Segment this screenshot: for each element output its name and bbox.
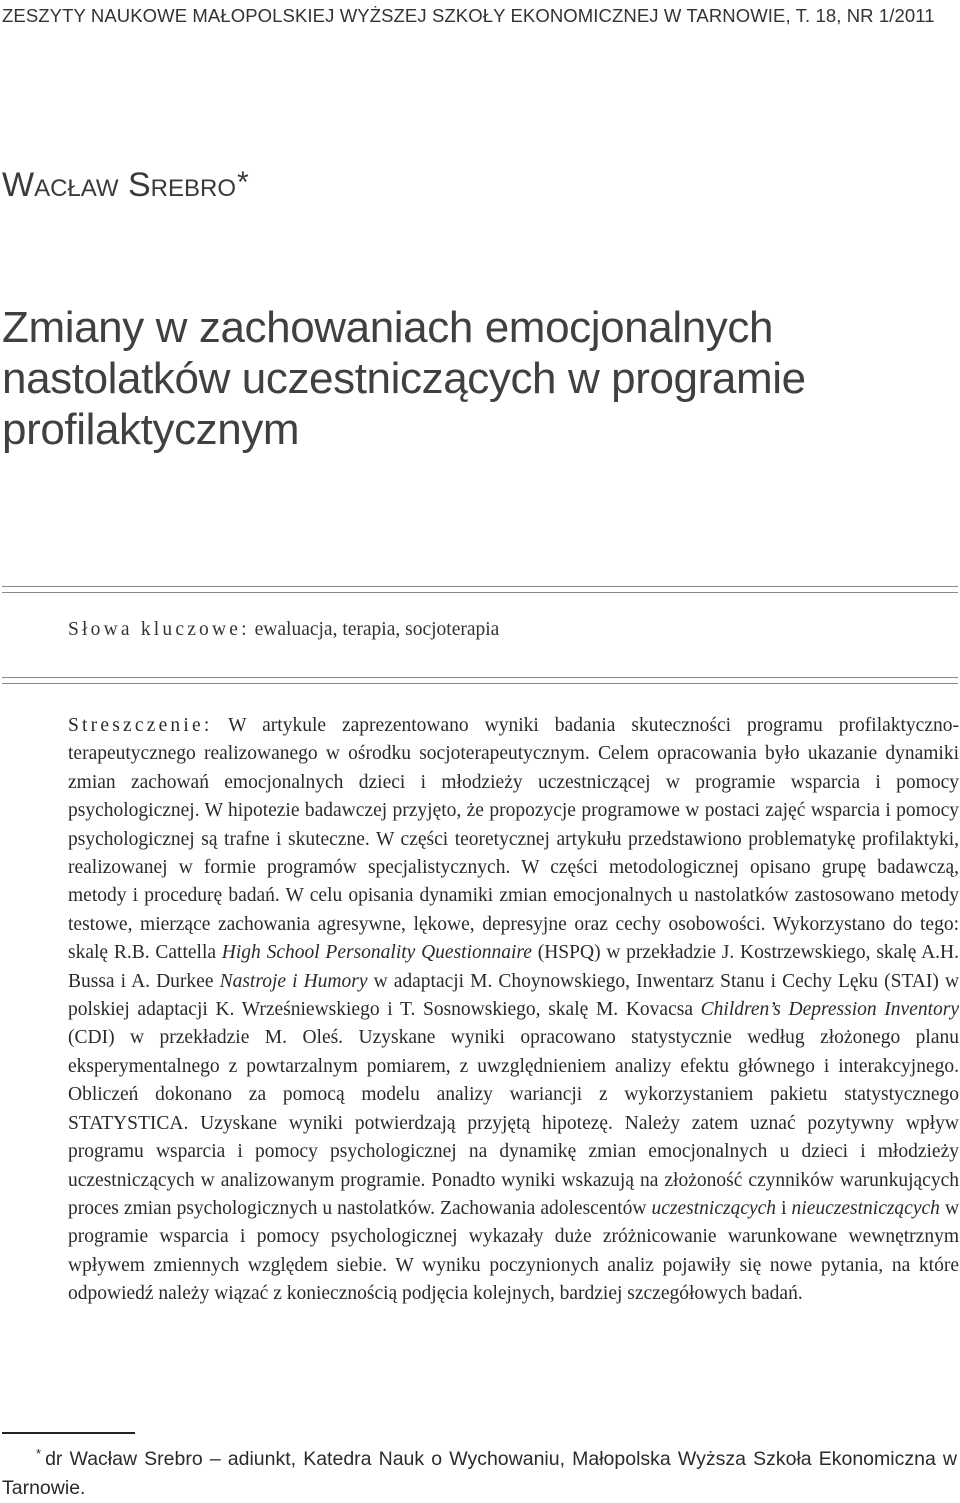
- abstract-italic-title: Children’s Depression Inventory: [700, 999, 959, 1021]
- abstract-italic-term: nieuczestniczących: [791, 1197, 940, 1219]
- abstract-text: (CDI) w przekładzie M. Oleś. Uzyskane wyniki opracowano statystycznie według złożonego planu eksperymentalnego z powtarzalnym pomiarem, z uwzględnieniem analizy efektu głównego i interakcyjnego. Obliczeń dokonano za pomocą modelu analizy wariancji z wykorzystaniem pakietu statystycznego STATYSTICA. Uzyskane wyniki potwierdzają przyjętą hipotezę. Należy zatem uznać pozytywny wpływ programu wsparcia i pomocy psychologicznej na dynamikę zmian emocjonalnych u dzieci i młodzieży uczestniczących w analizowanym programie. Ponadto wyniki wskazują na złożoność czynników warunkujących proces zmian psychologicznych u nastolatków. Zachowania adolescentów: [68, 1027, 959, 1219]
- title-line: Zmiany w zachowaniach emocjonalnych: [2, 303, 774, 352]
- abstract-text: w adaptacji M. Choynowskiego, Inwentarz Stanu i Cechy Lęku (STAI) w polskiej adaptacji K. Wrześniewskiego i T. Sosnowskiego, skalę M. Kovacsa: [68, 970, 960, 1021]
- author-footnote-marker: *: [237, 166, 249, 199]
- title-line: nastolatków uczestniczących w programie: [2, 354, 806, 403]
- abstract-italic-title: Nastroje i Humory: [219, 970, 368, 992]
- title-line: profilaktycznym: [2, 405, 300, 454]
- keywords: [68, 619, 499, 641]
- abstract-text: (HSPQ) w przekładzie J. Kostrzewskiego, skalę A.H. Bussa i A. Durkee: [68, 942, 959, 992]
- keywords-label: Słowa kluczowe:: [68, 619, 250, 640]
- abstract: [68, 712, 959, 1309]
- divider: [2, 586, 958, 587]
- abstract-text: w programie wsparcia i pomocy psychologicznej wykazały duże zróżnicowanie warunkowane wewnętrznym wpływem zmiennych względem siebie. W wyniku poczynionych analiz pojawiły się nowe pytania, na które odpowiedź należy wiązać z koniecznością podjęcia kolejnych, bardziej szczegółowych badań.: [68, 1197, 960, 1305]
- footnote-marker: *: [36, 1446, 42, 1461]
- author-footnote: [2, 1439, 957, 1503]
- abstract-italic-title: High School Personality Questionnaire: [221, 942, 532, 964]
- keywords-text: ewaluacja, terapia, socjoterapia: [254, 619, 500, 640]
- author-name: [2, 166, 249, 205]
- footnote-separator: [2, 1432, 135, 1434]
- divider: [2, 592, 958, 593]
- abstract-italic-term: uczestniczących: [651, 1197, 777, 1219]
- footnote-text: dr Wacław Srebro – adiunkt, Katedra Nauk o Wychowaniu, Małopolska Wyższa Szkoła Ekonomiczna w Tarnowie.: [2, 1448, 957, 1499]
- article-title: [2, 302, 952, 455]
- divider: [2, 677, 958, 678]
- abstract-text: W artykule zaprezentowano wyniki badania skuteczności programu profilaktyczno-terapeutycznego realizowanego w ośrodku socjoterapeutycznym. Celem opracowania było ukazanie dynamiki zmian zachowań emocjonalnych dzieci i młodzieży uczestniczącej w programie wsparcia i pomocy psychologicznej. W hipotezie badawczej przyjęto, że propozycje programowe w postaci zajęć wsparcia i pomocy psychologicznej są trafne i skuteczne. W części teoretycznej artykułu przedstawiono problematykę profilaktyki, realizowanej w formie programów specjalistycznych. W części metodologicznej opisano grupę badawczą, metody i procedurę badań. W celu opisania dynamiki zmian emocjonalnych u nastolatków zastosowano metody testowe, mierzące zachowania agresywne, lękowe, depresyjne oraz cechy osobowości. Wykorzystano do tego: skalę R.B. Cattella: [68, 715, 959, 964]
- abstract-text: i: [781, 1197, 787, 1219]
- journal-header: ZESZYTY NAUKOWE MAŁOPOLSKIEJ WYŻSZEJ SZKOŁY EKONOMICZNEJ W TARNOWIE, T. 18, NR 1/2011: [2, 5, 935, 26]
- abstract-label: Streszczenie:: [68, 715, 213, 736]
- author-name-text: Wacław Srebro: [2, 166, 237, 204]
- divider: [2, 683, 958, 684]
